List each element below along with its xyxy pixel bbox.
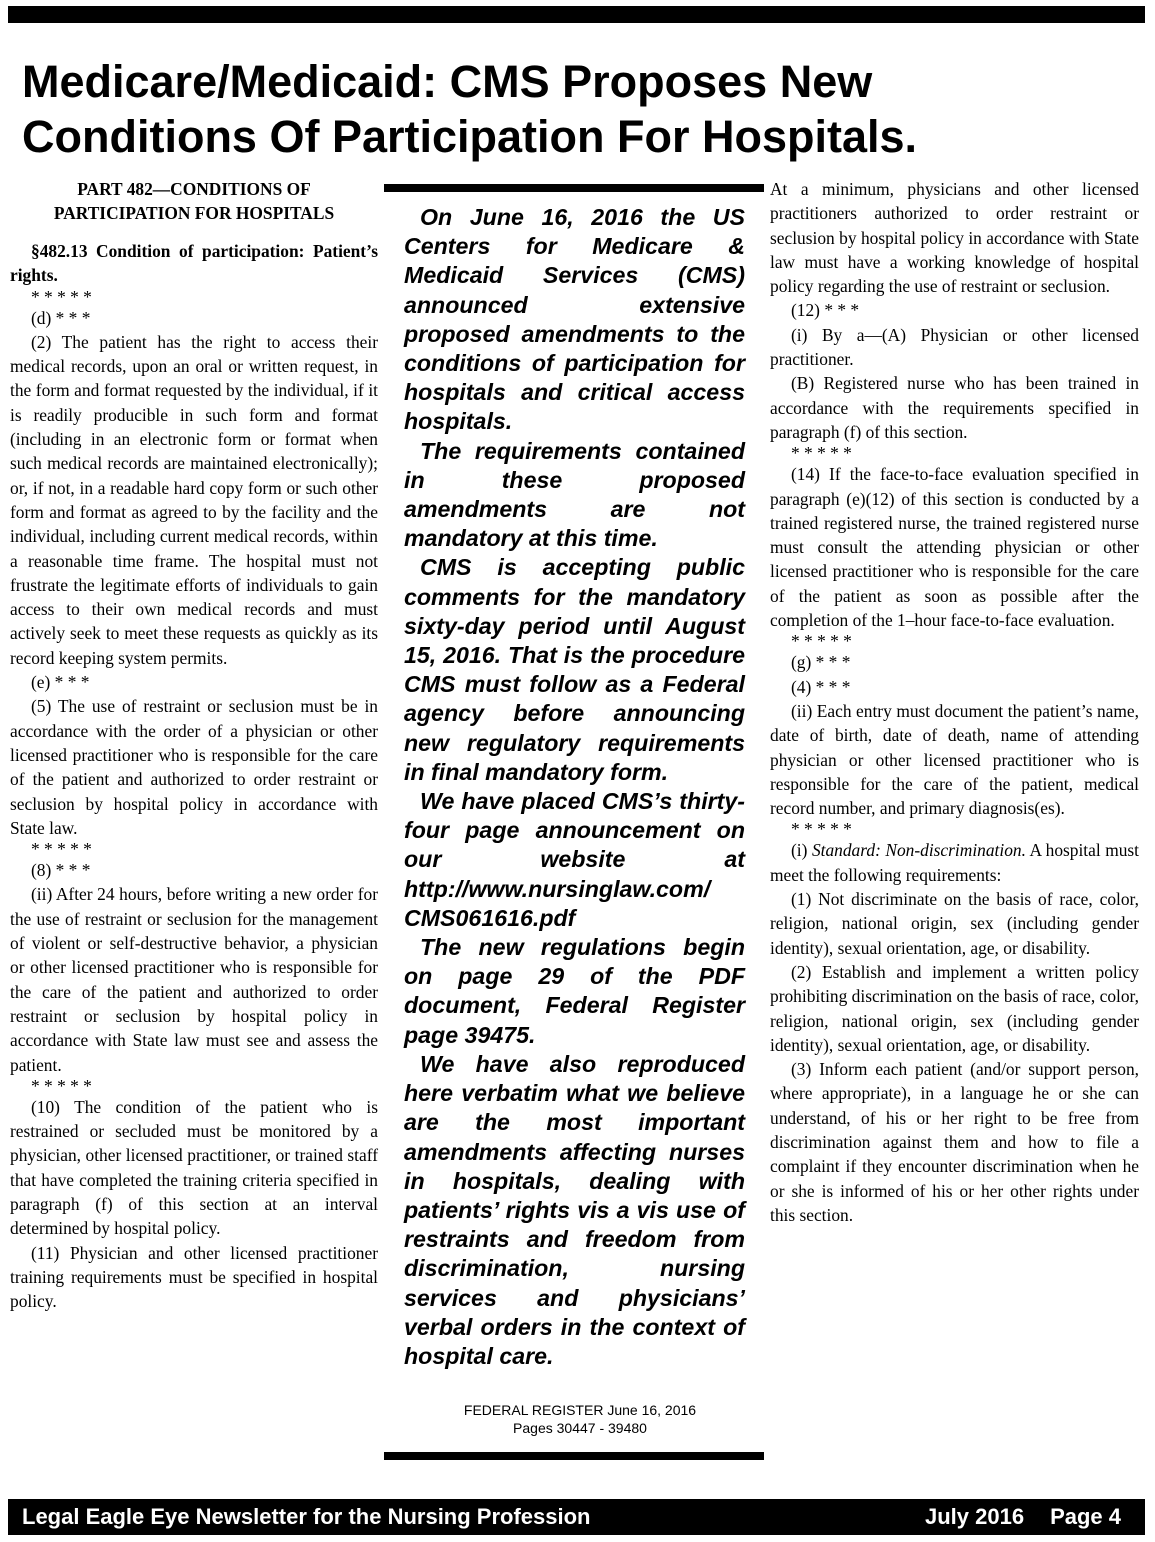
summary-paragraph: On June 16, 2016 the US Centers for Medicare & Medicaid Services (CMS) announced extensive proposed amendments to the conditions of participation for hospitals and critical access hospitals. <box>404 204 745 435</box>
paragraph: (2) The patient has the right to access their medical records, upon an oral or written request, in the form and format requested by the individual, if it is readily producible in such form and format (including in an electronic form or format when such medical records are maintained electronically); or, if not, in a readable hard copy form or such other form and format as agreed to by the facility and the individual, including current medical records, within a reasonable time frame. The hospital must not frustrate the legitimate efforts of individuals to gain access to their own medical records and must actively seek to meet these requests as quickly as its record keeping system permits. <box>10 331 378 668</box>
center-summary-box <box>404 203 745 1371</box>
part-heading: PART 482—CONDITIONS OF PARTICIPATION FOR HOSPITALS <box>53 179 335 223</box>
page-number: Page 4 <box>1050 1504 1121 1529</box>
left-column <box>10 177 378 1313</box>
paragraph: (10) The condition of the patient who is restrained or secluded must be monitored by a physician, other licensed practitioner, or trained staff that have completed the training criteria specified in paragraph (f) of this section at an interval determined by hospital policy. <box>10 1096 378 1239</box>
ellipsis-marker: * * * * * <box>31 286 92 307</box>
paragraph: (5) The use of restraint or seclusion must be in accordance with the order of a physician or other licensed practitioner who is responsible for the care of the patient and authorized to order restraint or seclusion by hospital policy in accordance with State law. <box>10 696 378 838</box>
top-rule <box>8 6 1145 23</box>
right-column <box>770 177 1139 1227</box>
paragraph: (ii) Each entry must document the patient’s name, date of birth, date of death, name of attending physician or other licensed practitioner who is responsible for the care of the patient, medical record number, and primary diagnosis(es). <box>770 700 1139 819</box>
paragraph: (g) * * * <box>791 652 851 673</box>
summary-paragraph: CMS is accepting public comments for the mandatory sixty-day period until August 15, 2016. That is the procedure CMS must follow as a Federal agency before announcing new regulatory requirements in final mandatory form. <box>404 554 745 785</box>
paragraph: (8) * * * <box>31 860 91 881</box>
ellipsis-marker: * * * * * <box>31 839 92 860</box>
paragraph <box>770 838 1139 887</box>
source-line: FEDERAL REGISTER June 16, 2016 <box>463 1402 697 1418</box>
source-line: Pages 30447 - 39480 <box>513 1420 647 1436</box>
paragraph: (14) If the face-to-face evaluation specified in paragraph (e)(12) of this section is conducted by a trained registered nurse, the trained registered nurse must consult the attending physician or other licensed practitioner who is responsible for the care of the patient as soon as possible after the completion of the 1–hour face-to-face evaluation. <box>770 464 1139 631</box>
center-bottom-rule <box>384 1452 764 1460</box>
ellipsis-marker: * * * * * <box>791 631 852 652</box>
paragraph: (B) Registered nurse who has been trained in accordance with the requirements specified in paragraph (f) of this section. <box>770 373 1139 442</box>
ellipsis-marker: * * * * * <box>31 1075 92 1096</box>
center-top-rule <box>384 184 764 192</box>
page-title <box>22 54 1142 164</box>
paragraph: (ii) After 24 hours, before writing a new order for the use of restraint or seclusion for the management of violent or self-destructive behavior, a physician or other licensed practitioner who is responsible for the care of the patient and authorized to order restraint or seclusion by hospital policy in accordance with State law must see and assess the patient. <box>10 884 378 1075</box>
footer-bar <box>8 1499 1145 1535</box>
standard-title: Standard: Non-discrimination. <box>811 840 1026 861</box>
paragraph: (4) * * * <box>791 676 851 697</box>
paragraph: (1) Not discriminate on the basis of race, color, religion, national origin, sex (including gender identity), sexual orientation, age, or disability. <box>770 889 1139 958</box>
summary-paragraph: The new regulations begin on page 29 of the PDF document, Federal Register page 39475. <box>404 934 745 1048</box>
title-line-1: Medicare/Medicaid: CMS Proposes New <box>22 56 873 107</box>
newsletter-name: Legal Eagle Eye Newsletter for the Nursing Profession <box>22 1504 591 1529</box>
paragraph: (12) * * * <box>791 300 860 321</box>
title-line-2: Conditions Of Participation For Hospitals. <box>22 111 918 162</box>
summary-paragraph: The requirements contained in these proposed amendments are not mandatory at this time. <box>404 437 745 552</box>
paragraph-number: (i) <box>791 840 808 861</box>
paragraph: (11) Physician and other licensed practitioner training requirements must be specified in hospital policy. <box>10 1242 378 1312</box>
ellipsis-marker: * * * * * <box>791 443 852 464</box>
paragraph-text: A hospital must meet the following requirements: <box>770 840 1140 885</box>
section-heading: §482.13 Condition of participation: Patient’s rights. <box>10 241 378 286</box>
paragraph: (d) * * * <box>31 307 91 328</box>
ellipsis-marker: * * * * * <box>791 819 852 840</box>
paragraph: (i) By a—(A) Physician or other licensed practitioner. <box>770 324 1139 370</box>
paragraph: (e) * * * <box>31 672 90 693</box>
summary-paragraph: We have placed CMS’s thirty-four page announcement on our website at http://www.nursinglaw.com/ CMS061616.pdf <box>404 788 745 931</box>
issue-date: July 2016 <box>924 1504 1025 1529</box>
paragraph: (2) Establish and implement a written policy prohibiting discrimination on the basis of race, color, religion, national origin, sex (including gender identity), sexual orientation, age, or disability. <box>770 961 1139 1055</box>
summary-paragraph: We have also reproduced here verbatim what we believe are the most important amendments affecting nurses in hospitals, dealing with patients’ rights vis a vis use of restraints and freedom from discrimination, nursing services and physicians’ verbal orders in the context of hospital care. <box>404 1050 745 1369</box>
paragraph: At a minimum, physicians and other licensed practitioners authorized to order restraint or seclusion by hospital policy in accordance with State law must have a working knowledge of hospital policy regarding the use of restraint or seclusion. <box>770 179 1139 297</box>
source-citation <box>404 1401 756 1437</box>
issue-info <box>899 1499 1121 1535</box>
paragraph: (3) Inform each patient (and/or support person, where appropriate), in a language he or she can understand, of his or her right to be free from discrimination against them and how to file a complaint if they encounter discrimination when he or she is informed of his or her other rights under this section. <box>770 1059 1139 1225</box>
